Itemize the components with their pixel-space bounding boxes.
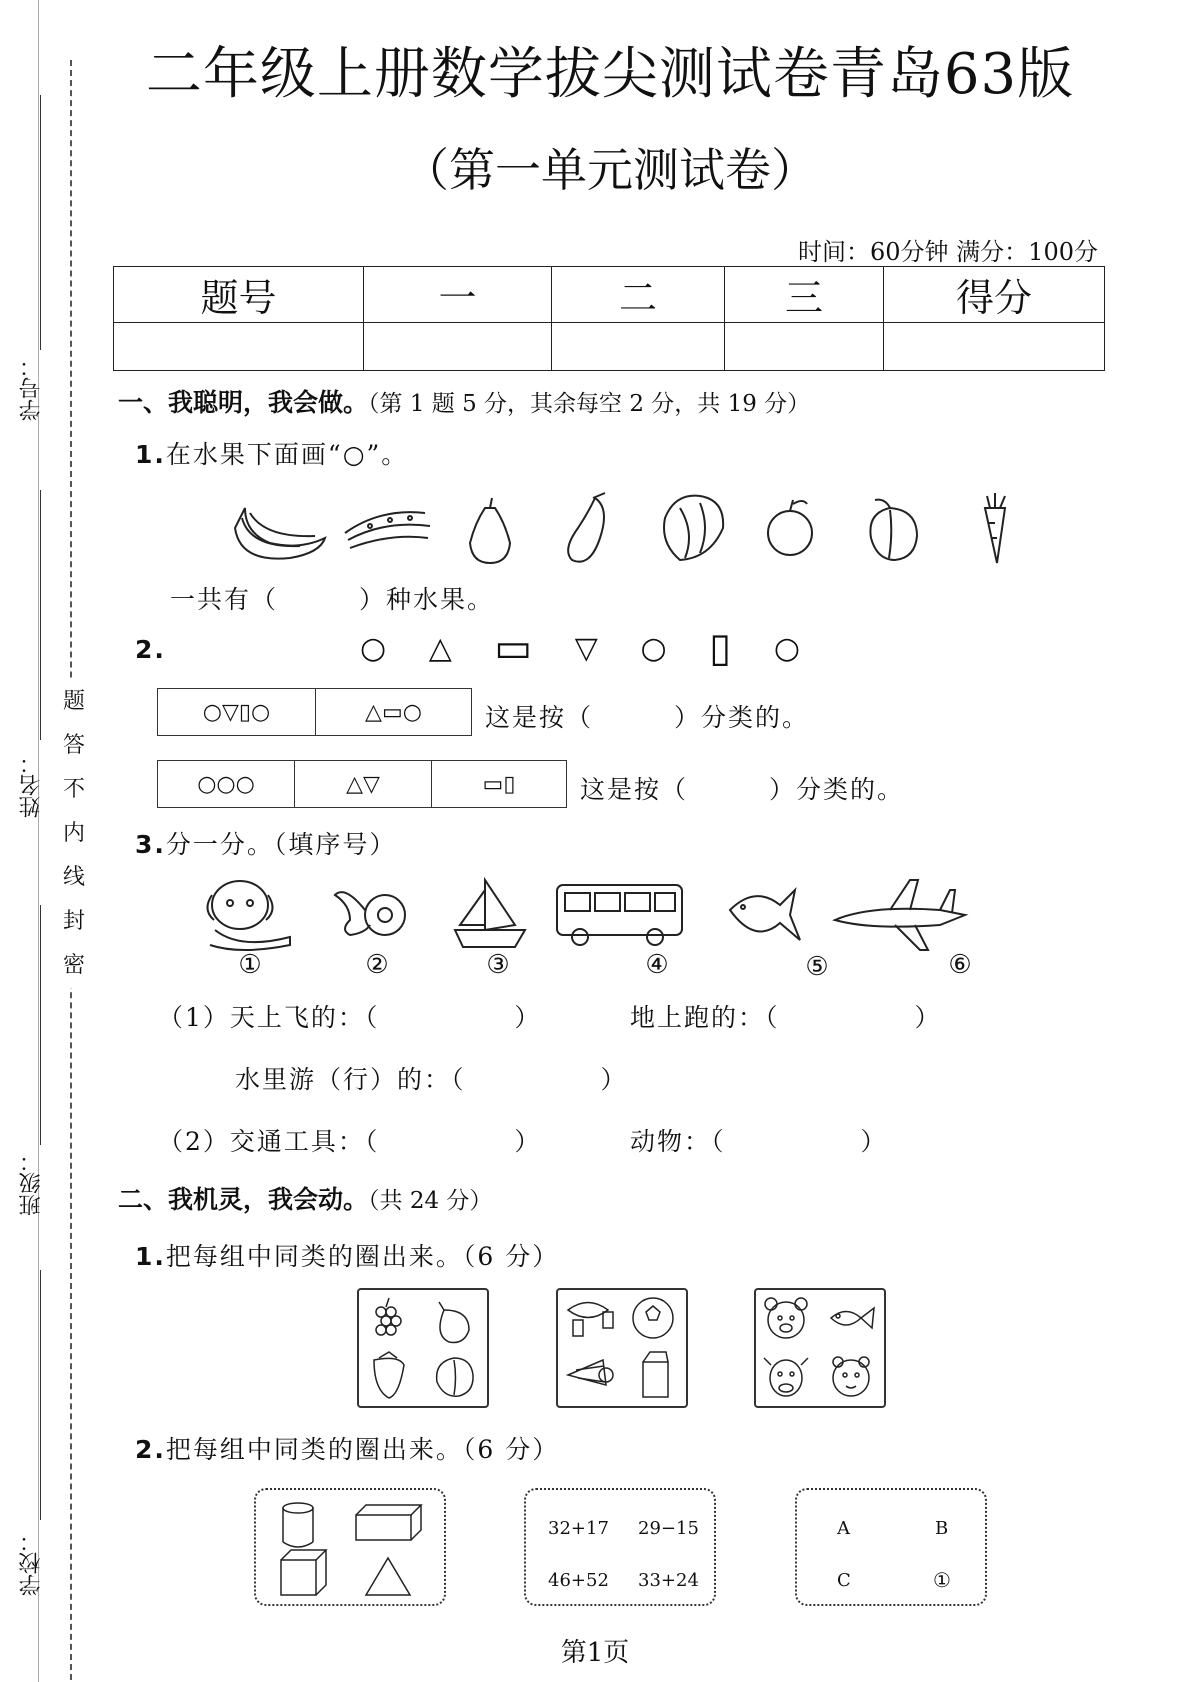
student-id-blank[interactable] xyxy=(40,95,41,350)
expression: 29−15 xyxy=(638,1518,699,1539)
q1-3-animals: 动物：（ ） xyxy=(630,1127,888,1156)
green-bean-icon xyxy=(345,512,430,548)
peach-icon xyxy=(870,500,917,560)
seal-char: 内 xyxy=(62,812,86,856)
section1-heading xyxy=(118,383,810,419)
circle-shape-icon: ○ xyxy=(360,630,387,666)
q2-1-text: 把每组中同类的圈出来。（6 分） xyxy=(165,1242,560,1271)
score-table xyxy=(113,266,1105,371)
q1-3-text: 分一分。（填序号） xyxy=(165,830,397,859)
score-header: 一 xyxy=(364,267,552,323)
fruit-group-pictures xyxy=(359,1290,487,1406)
q1-1-number: 1. xyxy=(135,440,166,469)
bird-icon xyxy=(335,892,405,935)
time-info: 时间：60分钟 满分：100分 xyxy=(798,238,1098,266)
seal-char: 题 xyxy=(62,680,86,724)
q2-1-number: 1. xyxy=(135,1242,166,1271)
peach-icon xyxy=(437,1358,473,1396)
soccer-ball-icon xyxy=(633,1298,673,1338)
q1-2-answer-2: 这是按（ ）分类的。 xyxy=(580,775,905,804)
strawberry-icon xyxy=(374,1352,404,1398)
section2-title: 二、我机灵，我会动。 xyxy=(118,1185,369,1214)
eggplant-icon xyxy=(439,1302,469,1343)
skipping-rope-icon xyxy=(568,1303,613,1337)
group-cell: △▽ xyxy=(295,761,432,807)
cube-icon xyxy=(281,1550,326,1595)
airplane-icon xyxy=(835,880,965,950)
group-cell: △▭○ xyxy=(365,699,422,725)
school-blank[interactable] xyxy=(40,1270,41,1520)
q1-3-pictures xyxy=(200,875,1050,955)
q2-2-group-box-2 xyxy=(524,1488,716,1606)
q2-1-prompt xyxy=(135,1237,559,1273)
grapes-icon xyxy=(376,1298,401,1335)
animal-group-pictures xyxy=(756,1290,884,1406)
q2-2-group-box-1 xyxy=(254,1488,446,1606)
puppy-icon xyxy=(207,881,290,950)
orange-icon xyxy=(768,500,812,555)
picture-number: ③ xyxy=(486,950,510,980)
score-cell[interactable] xyxy=(725,323,884,371)
triangle-shape-icon: △ xyxy=(428,630,452,666)
q1-3-flying: （1）天上飞的：（ ） xyxy=(158,1003,542,1032)
expression: 32+17 xyxy=(548,1518,609,1539)
inverted-triangle-shape-icon: ▽ xyxy=(574,630,598,666)
q2-2-group-box-3 xyxy=(795,1488,987,1606)
group-cell: ▭▯ xyxy=(482,771,516,797)
picture-number: ⑤ xyxy=(805,952,829,982)
q2-2-number: 2. xyxy=(135,1435,166,1464)
fish-icon xyxy=(831,1308,874,1328)
q1-3-running: 地上跑的：（ ） xyxy=(630,1003,942,1032)
score-cell[interactable] xyxy=(552,323,725,371)
section1-title: 一、我聪明，我会做。 xyxy=(118,388,369,417)
q1-3-prompt xyxy=(135,825,396,861)
picture-number: ① xyxy=(238,950,262,980)
picture-number: ④ xyxy=(645,950,669,980)
cabbage-icon xyxy=(664,496,723,560)
score-header: 三 xyxy=(725,267,884,323)
seal-char: 封 xyxy=(62,900,86,944)
seal-char: 线 xyxy=(62,856,86,900)
bus-icon xyxy=(557,885,682,945)
section2-heading xyxy=(118,1180,492,1216)
section1-note: （第 1 题 5 分，其余每空 2 分，共 19 分） xyxy=(368,391,811,417)
score-cell[interactable] xyxy=(114,323,364,371)
seal-char: 密 xyxy=(62,944,86,988)
circle-shape-icon: ○ xyxy=(773,630,800,666)
q1-1-answer-line: 一共有（ ）种水果。 xyxy=(170,585,495,614)
score-header: 二 xyxy=(552,267,725,323)
cuboid-icon xyxy=(356,1505,421,1540)
banana-icon xyxy=(235,508,325,559)
page-title: 二年级上册数学拔尖测试卷青岛63版 xyxy=(145,42,1075,107)
q2-2-text: 把每组中同类的圈出来。（6 分） xyxy=(165,1435,560,1464)
q1-2-answer-1: 这是按（ ）分类的。 xyxy=(485,703,810,732)
q2-1-group-box-2 xyxy=(556,1288,688,1408)
tiger-icon xyxy=(833,1357,869,1396)
q1-2-group-box-1 xyxy=(157,688,472,736)
q2-2-prompt xyxy=(135,1430,559,1466)
pear-icon xyxy=(470,498,510,563)
rectangle-shape-icon: ▭ xyxy=(494,625,533,671)
seal-char: 不 xyxy=(62,768,86,812)
seal-char: 答 xyxy=(62,724,86,768)
shuttlecock-icon xyxy=(568,1360,613,1385)
score-cell[interactable] xyxy=(364,323,552,371)
school-label: 学校： xyxy=(19,1530,44,1596)
q1-3-swimming: 水里游（行）的：（ ） xyxy=(235,1065,628,1094)
symbol: A xyxy=(837,1518,850,1539)
group-cell: ○○○ xyxy=(158,761,295,807)
milk-carton-icon xyxy=(643,1352,668,1397)
fish-icon xyxy=(730,890,800,940)
q1-3-number: 3. xyxy=(135,830,166,859)
expression: 46+52 xyxy=(548,1570,609,1591)
margin-border-line xyxy=(38,0,39,1682)
symbol: C xyxy=(837,1570,851,1591)
symbol: B xyxy=(935,1518,949,1539)
bear-icon xyxy=(765,1298,807,1338)
name-label: 姓名： xyxy=(19,752,44,818)
binding-margin xyxy=(0,0,100,1682)
solid-shapes-pictures xyxy=(256,1490,444,1604)
q1-2-prompt xyxy=(135,635,166,664)
student-id-label: 学号： xyxy=(19,355,44,421)
symbol: ① xyxy=(933,1568,951,1592)
tall-rectangle-shape-icon: ▯ xyxy=(709,625,732,671)
q1-3-transport: （2）交通工具：（ ） xyxy=(158,1127,542,1156)
cylinder-icon xyxy=(283,1503,313,1547)
class-blank[interactable] xyxy=(40,905,41,1145)
sports-group-pictures xyxy=(558,1290,686,1406)
sailboat-icon xyxy=(455,880,525,947)
produce-pictures xyxy=(230,488,1050,570)
page-number: 第1页 xyxy=(560,1638,630,1668)
q1-1-text: 在水果下面画“○”。 xyxy=(165,440,409,469)
q1-2-number: 2. xyxy=(135,635,166,664)
q2-1-group-box-1 xyxy=(357,1288,489,1408)
section2-note: （共 24 分） xyxy=(368,1188,493,1214)
q2-1-group-box-3 xyxy=(754,1288,886,1408)
picture-number: ② xyxy=(365,950,389,980)
eggplant-icon xyxy=(568,493,605,562)
name-blank[interactable] xyxy=(40,490,41,740)
triangle-icon xyxy=(366,1558,410,1595)
cow-icon xyxy=(764,1358,808,1396)
circle-shape-icon: ○ xyxy=(640,630,667,666)
score-header: 题号 xyxy=(114,267,364,323)
page-subtitle: （第一单元测试卷） xyxy=(403,143,817,197)
score-header: 得分 xyxy=(884,267,1105,323)
score-cell[interactable] xyxy=(884,323,1105,371)
q1-2-shape-row xyxy=(360,625,800,671)
picture-number: ⑥ xyxy=(948,950,972,980)
carrot-icon xyxy=(985,493,1005,563)
class-label: 班级： xyxy=(19,1150,44,1216)
expression: 33+24 xyxy=(638,1570,699,1591)
q1-2-group-box-2 xyxy=(157,760,567,808)
q1-1-prompt xyxy=(135,435,408,471)
group-cell: ○▽▯○ xyxy=(158,689,316,735)
